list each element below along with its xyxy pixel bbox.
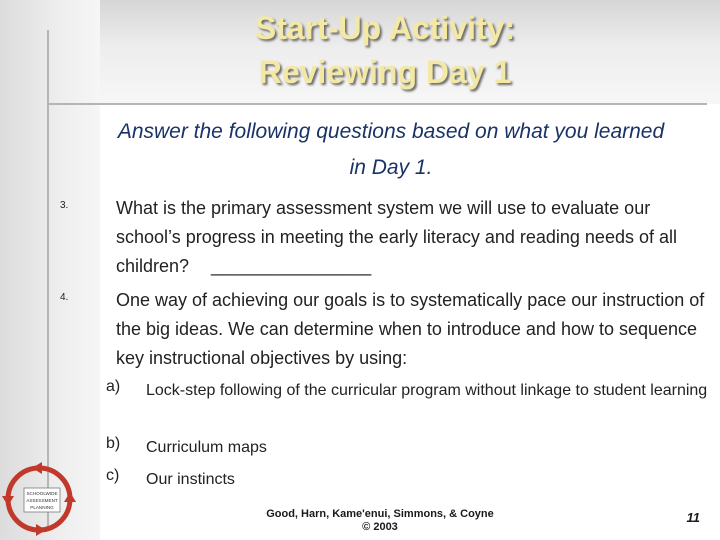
question-number: 3. [60, 200, 69, 211]
option-letter: b) [106, 435, 121, 452]
answer-blank: ________________ [211, 256, 372, 276]
logo-label: SCHOOLWIDE [26, 491, 58, 496]
logo-label: PLANNING [30, 505, 54, 510]
title-line-1: Start-Up Activity: [254, 10, 516, 46]
cycle-arrows-icon [2, 462, 76, 536]
footer-copyright: © 2003 [362, 521, 398, 533]
question-number: 4. [60, 292, 69, 303]
arrow-head [32, 462, 42, 474]
vertical-rule [47, 30, 49, 530]
footer-citation [230, 508, 530, 534]
option-letter: c) [106, 467, 120, 484]
intro-line-2: in Day 1. [349, 156, 433, 179]
question-text [116, 194, 706, 281]
slide-title [130, 6, 640, 94]
arrow-head [2, 496, 14, 506]
page-number: 11 [686, 510, 700, 525]
intro-line-1: Answer the following questions based on what you learned [117, 120, 665, 143]
arrow-head [36, 524, 46, 536]
footer-authors: Good, Harn, Kame'enui, Simmons, & Coyne [266, 508, 494, 520]
question-4-text: One way of achieving our goals is to systematically pace our instruction of the big ideas. We can determine when to introduce and how to sequence key instructional objectives by using: [116, 290, 705, 368]
option-letter: a) [106, 378, 121, 395]
arrow-head [64, 492, 76, 502]
intro-text [66, 114, 716, 186]
left-strip [0, 0, 100, 540]
option-text: Our instincts [146, 471, 235, 488]
question-3-text: What is the primary assessment system we will use to evaluate our school’s progress in meeting the early literacy and reading needs of all children? [116, 198, 677, 276]
title-line-2: Reviewing Day 1 [258, 54, 512, 90]
option-text: Curriculum maps [146, 439, 267, 456]
option-text: Lock-step following of the curricular program without linkage to student learning [146, 382, 708, 399]
horizontal-rule [47, 103, 707, 105]
logo-label: ASSESSMENT [26, 498, 58, 503]
